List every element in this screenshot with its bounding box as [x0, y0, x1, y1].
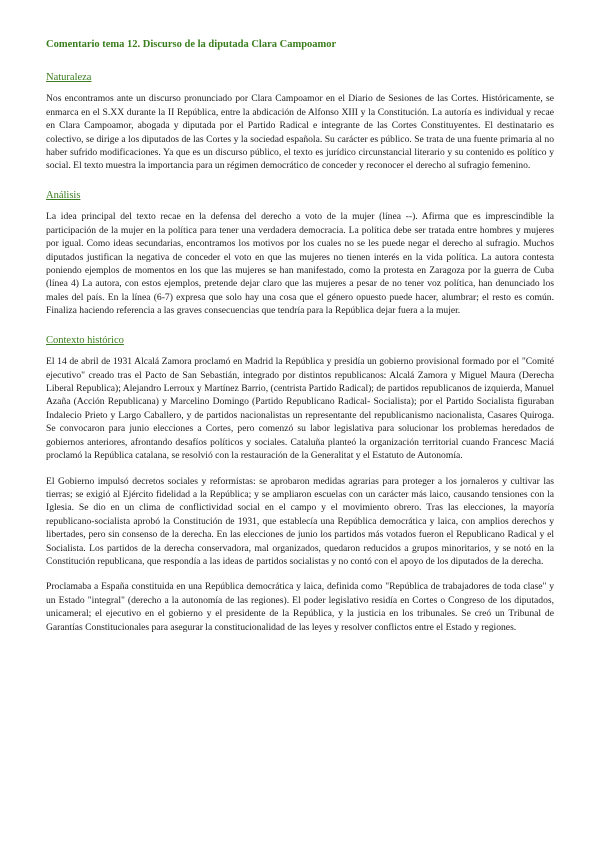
contexto-paragraph-1: El 14 de abril de 1931 Alcalá Zamora proclamó en Madrid la República y presidía un gobierno provisional formado por el "Comité ejecutivo" creado tras el Pacto de San Sebastián, integrado por distintos republicanos: Alcalá Zamora y Miguel Maura (Derecha Liberal Republica); Alejandro Lerroux y Martínez Barrio, (centrista Partido Radical); de partidos republicanos de izquierda, Manuel Azaña (Acción Republicana) y Marcelino Domingo (Partido Republicano Radical- Socialista); por el Partido Socialista figuraban Indalecio Prieto y Largo Caballero, y de partidos nacionalistas un representante del republicanismo nacionalista, Casares Quiroga. Se convocaron para junio elecciones a Cortes, pero comenzó su labor legislativa para solucionar los problemas heredados de gobiernos anteriores, afrontando desafíos políticos y sociales. Cataluña planteó la organización territorial cuando Francesc Maciá proclamó la República catalana, se resolvió con la restauración de la Generalitat y el Estatuto de Autonomía.	[46, 356, 554, 462]
document-page	[46, 38, 554, 646]
analisis-paragraph-1: La idea principal del texto recae en la defensa del derecho a voto de la mujer (línea --). Afirma que es imprescindible la participación de la mujer en la política para tener una verdadera democracia. La política debe ser tratada entre hombres y mujeres por igual. Como ideas secundarias, encontramos los motivos por los cuales no se les puede negar el derecho al sufragio. Muchos diputados justifican la negativa de conceder el voto en que las mujeres no tienen interés en la vida política. La autora contesta poniendo ejemplos de momentos en los que las mujeres se han manifestado, como la protesta en Zaragoza por la guerra de Cuba (línea 4) La autora, con estos ejemplos, pretende dejar claro que las mujeres a pesar de no tener voz política, han denunciado los males del país. En la línea (6-7) expresa que solo hay una cosa que el género opuesto puede hacer, alumbrar; el resto es común. Finaliza haciendo referencia a las graves consecuencias que tendría para la República dejar fuera a la mujer.	[46, 211, 554, 317]
section-naturaleza	[46, 67, 554, 173]
section-analisis	[46, 185, 554, 318]
naturaleza-paragraph-1: Nos encontramos ante un discurso pronunciado por Clara Campoamor en el Diario de Sesiones de las Cortes. Históricamente, se enmarca en el S.XX durante la II República, entre la abdicación de Alfonso XIII y la Constitución. La autoría es individual y recae en Clara Campoamor, abogada y diputada por el Partido Radical e integrante de las Cortes Constituyentes. El destinatario es colectivo, se dirige a los diputados de las Cortes y la sociedad española. Su carácter es público. Se trata de una fuente primaria al no haber sufrido modificaciones. Ya que es un discurso público, el texto es jurídico circunstancial literario y su contenido es político y social. El texto muestra la importancia para un régimen democrático de conceder y reconocer el derecho al sufragio femenino.	[46, 93, 554, 172]
section-contexto-historico	[46, 330, 554, 634]
contexto-paragraph-3: Proclamaba a España constituida en una República democrática y laica, definida como "República de trabajadores de toda clase" y un Estado "integral" (derecho a la autonomía de las regiones). El poder legislativo residía en Cortes o Congreso de los diputados, unicameral; el ejecutivo en el gobierno y el presidente de la República, y la justicia en los tribunales. Se creó un Tribunal de Garantías Constitucionales para asegurar la constitucionalidad de las leyes y resolver conflictos entre el Estado y regiones.	[46, 581, 554, 633]
contexto-paragraph-2: El Gobierno impulsó decretos sociales y reformistas: se aprobaron medidas agrarias para proteger a los jornaleros y cultivar las tierras; se exigió al Ejército fidelidad a la República; y se ampliaron escuelas con un carácter más laico, causando tensiones con la Iglesia. Se dio en un clima de conflictividad social en el campo y el movimiento obrero. Tras las elecciones, la mayoría republicano-socialista aprobó la Constitución de 1931, que establecía una República democrática y laica, con amplios derechos y libertades, pero sin consenso de la derecha. En las elecciones de junio los partidos más votados fueron el Republicano Radical y el Socialista. Los partidos de la derecha conservadora, mal organizados, quedaron reducidos a grupos minoritarios, y se notó en la Constitución republicana, que respondía a las ideas de partidos socialistas y no contó con el apoyo de los diputados de la derecha.	[46, 475, 554, 567]
section-heading-naturaleza: Naturaleza	[46, 71, 92, 83]
document-title: Comentario tema 12. Discurso de la diputada Clara Campoamor	[46, 39, 337, 50]
section-heading-contexto-historico: Contexto histórico	[46, 334, 124, 346]
section-heading-analisis: Análisis	[46, 189, 81, 201]
